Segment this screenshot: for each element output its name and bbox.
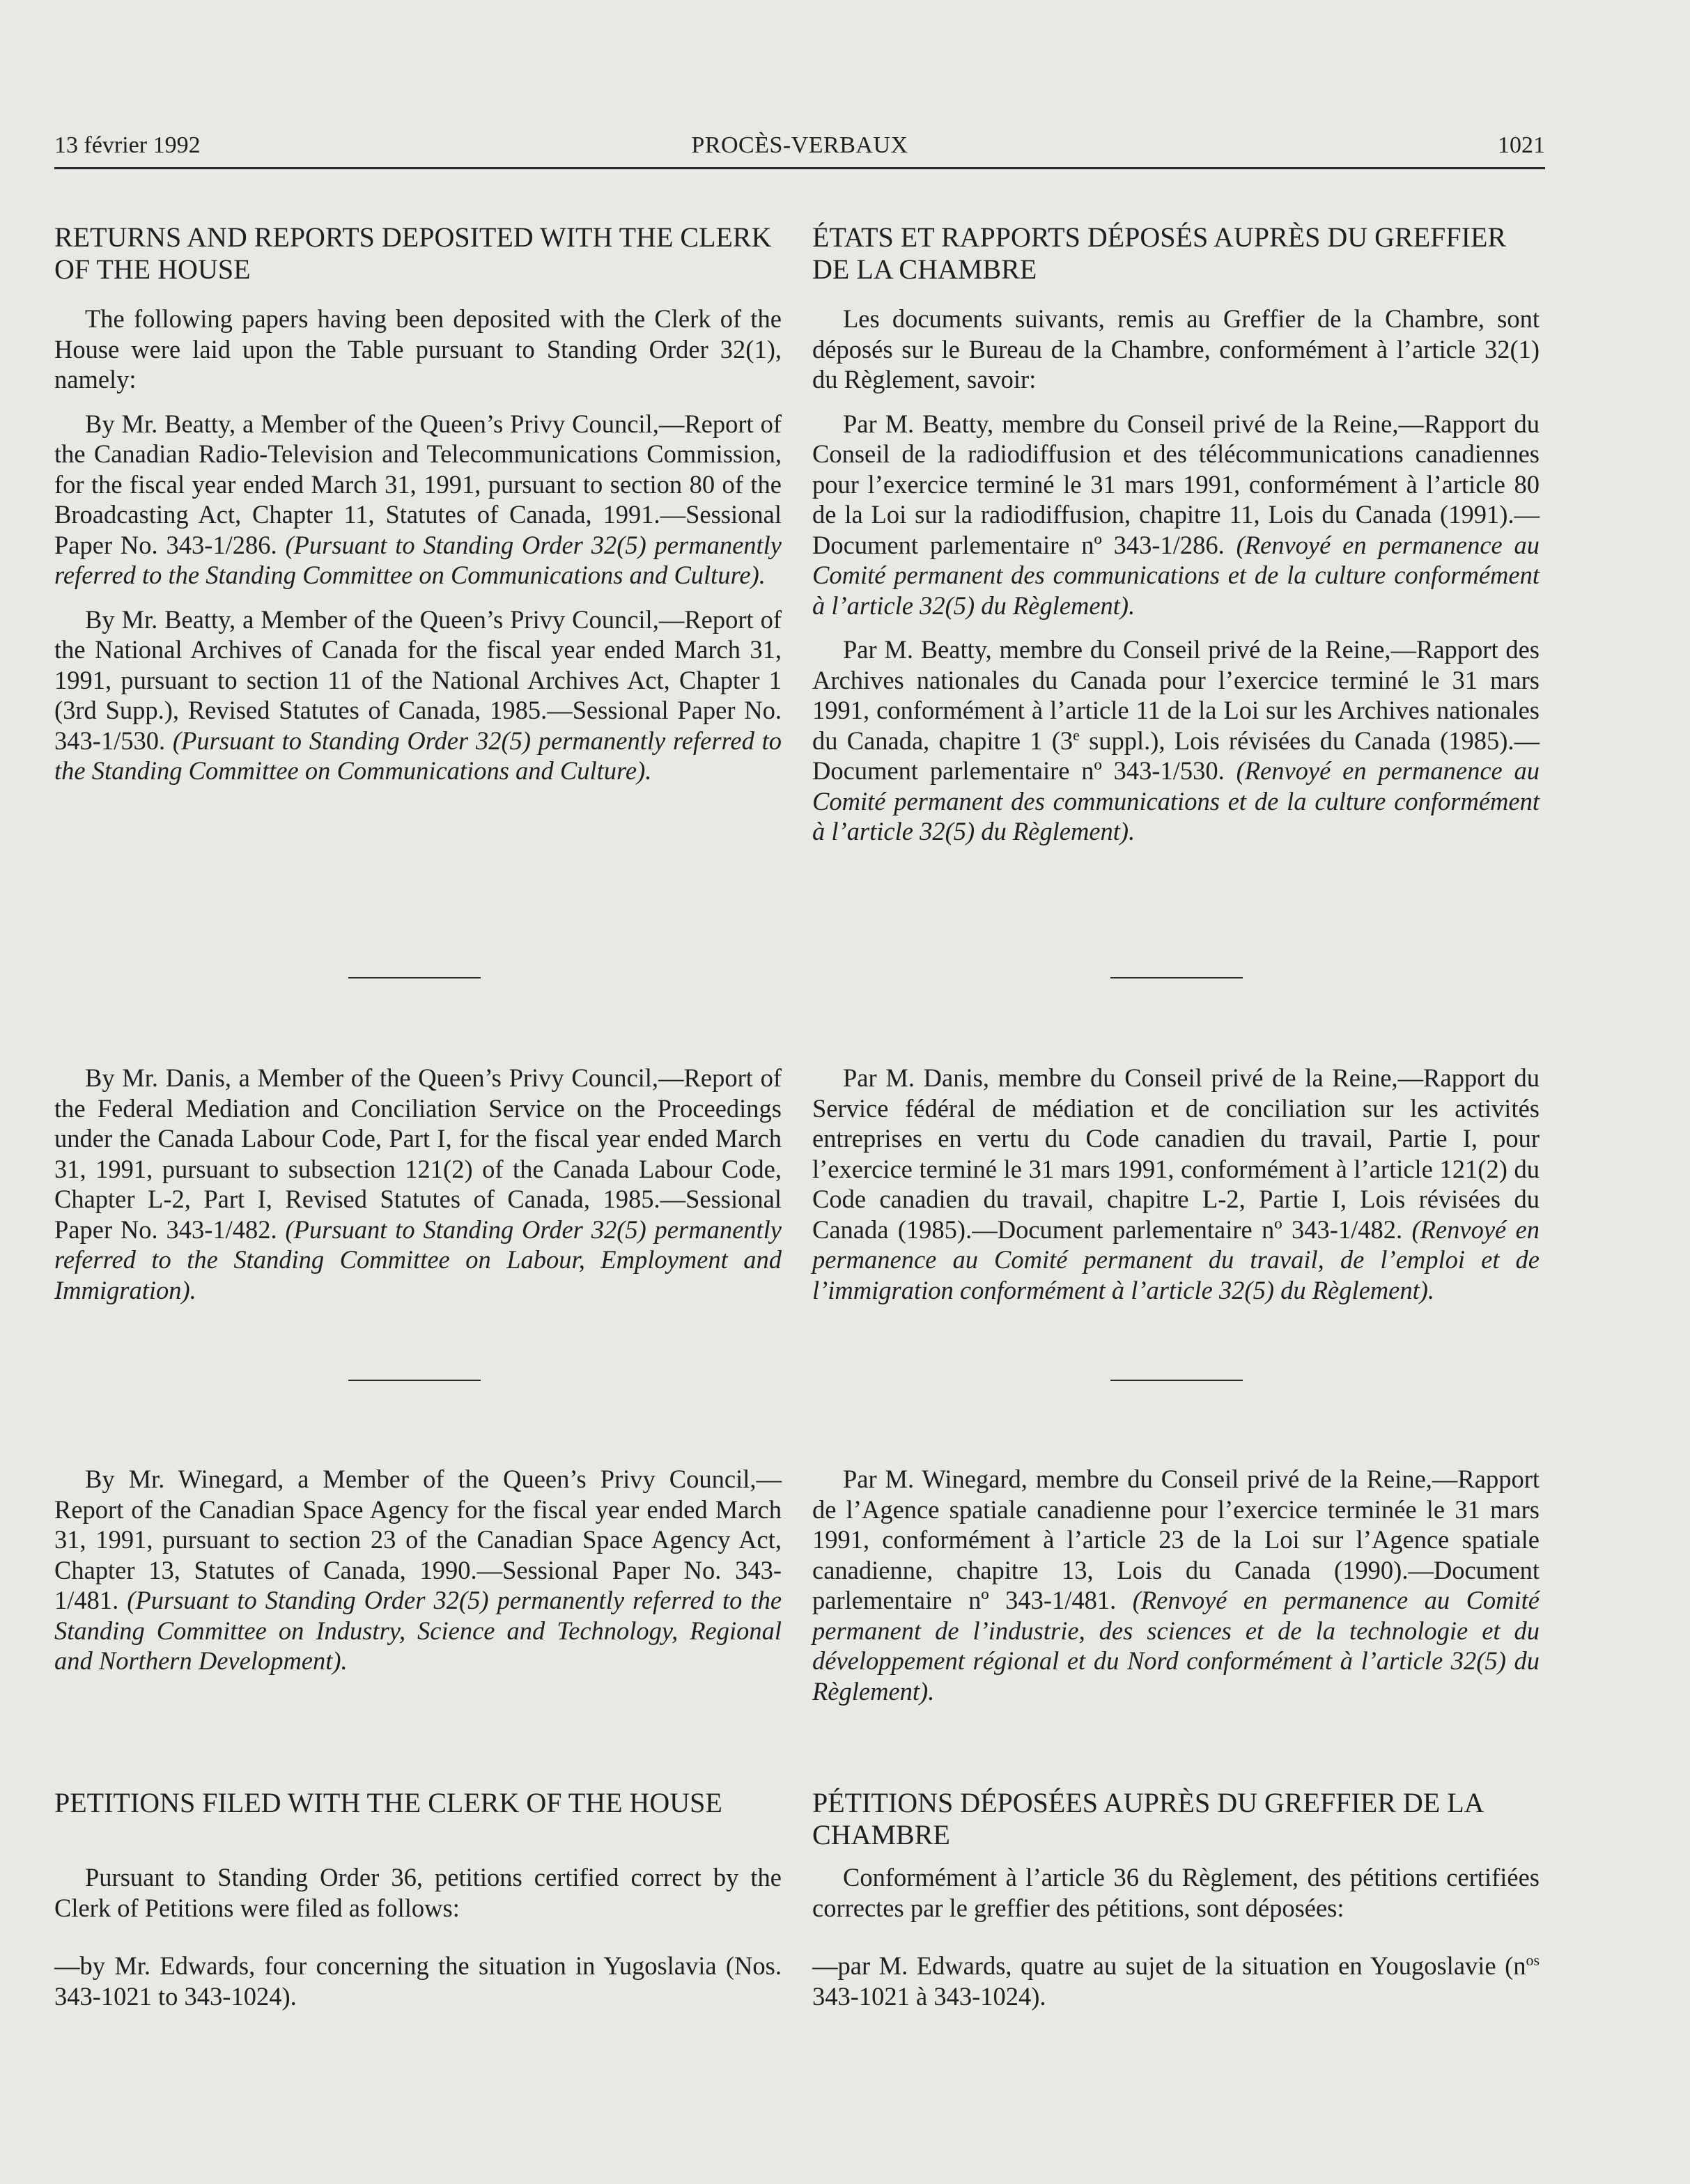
entry-3-fr-text: Par M. Danis, membre du Conseil privé de la Reine,—Rapport du Service fédéral de médiation et de conciliation sur les activités entreprises en vertu du Code canadien du travail, Partie I, pour l’exercice terminé le 31 mars 1991, conformément à l’article 121(2) du Code canadien du travail, chapitre L-2, Partie I, Lois révisées du Canada (1985).—Document parlementaire nº 343-1/482. bbox=[812, 1063, 1540, 1244]
separator-en-2 bbox=[348, 1380, 481, 1381]
header-date: 13 février 1992 bbox=[54, 132, 201, 158]
petitions-heading-fr: PÉTITIONS DÉPOSÉES AUPRÈS DU GREFFIER DE LA CHAMBRE bbox=[812, 1787, 1483, 1850]
petitions-fr-column bbox=[812, 1787, 1540, 2011]
returns-heading-en: RETURNS AND REPORTS DEPOSITED WITH THE CLERK OF THE HOUSE bbox=[54, 221, 772, 285]
page-header bbox=[54, 132, 1545, 167]
separator-en-1 bbox=[348, 977, 481, 978]
returns-en-column bbox=[54, 221, 782, 786]
entry-1-fr-ref: (Renvoyé en permanence au Comité permanent des communications et de la culture conformément à l’article 32(5) du Règlement). bbox=[812, 530, 1540, 620]
entry-2-en-text: By Mr. Beatty, a Member of the Queen’s Privy Council,—Report of the National Archives of Canada for the fiscal year ended March 31, 1991, pursuant to section 11 of the National Archives Act, Chapter 1 (3rd Supp.), Revised Statutes of Canada, 1985.—Sessional Paper No. 343-1/530. bbox=[54, 604, 782, 755]
entry-4-fr bbox=[812, 1464, 1540, 1706]
entry-2-fr bbox=[812, 634, 1540, 847]
entry-2-fr-text-b: suppl.), Lois révisées du Canada (1985).—Document parlementaire nº 343-1/530. bbox=[812, 726, 1540, 785]
returns-fr-column bbox=[812, 221, 1540, 847]
petition-item-en: —by Mr. Edwards, four concerning the situation in Yugoslavia (Nos. 343-1021 to 343-1024). bbox=[54, 1951, 782, 2011]
entry-2-en-ref: (Pursuant to Standing Order 32(5) permanently referred to the Standing Committee on Communications and Culture). bbox=[54, 726, 782, 785]
returns-heading-fr: ÉTATS ET RAPPORTS DÉPOSÉS AUPRÈS DU GREFFIER DE LA CHAMBRE bbox=[812, 221, 1507, 285]
entry-4-fr-text: Par M. Winegard, membre du Conseil privé de la Reine,—Rapport de l’Agence spatiale canadienne pour l’exercice terminée le 31 mars 1991, conformément à l’article 23 de la Loi sur l’Agence spatiale canadienne, chapitre 13, Lois du Canada (1990).—Document parlementaire nº 343-1/481. bbox=[812, 1465, 1540, 1614]
entry-3-fr bbox=[812, 1063, 1540, 1305]
entry-1-en bbox=[54, 409, 782, 591]
entry-4-en-text: By Mr. Winegard, a Member of the Queen’s Privy Council,—Report of the Canadian Space Agency for the fiscal year ended March 31, 1991, pursuant to section 23 of the Canadian Space Agency Act, Chapter 13, Statutes of Canada, 1990.—Sessional Paper No. 343-1/481. bbox=[54, 1465, 782, 1614]
returns-intro-fr: Les documents suivants, remis au Greffier de la Chambre, sont déposés sur le Bureau de la Chambre, conformément à l’article 32(1) du Règlement, savoir: bbox=[812, 304, 1540, 393]
entry-1-en-ref: (Pursuant to Standing Order 32(5) permanently referred to the Standing Committee on Communications and Culture). bbox=[54, 530, 782, 589]
entry-3-fr-column bbox=[812, 1063, 1540, 1305]
petition-item-fr-sup: os bbox=[1526, 1951, 1540, 1969]
entry-2-fr-text-a: Par M. Beatty, membre du Conseil privé de la Reine,—Rapport des Archives nationales du Canada pour l’exercice terminé le 31 mars 1991, conformément à l’article 11 de la Loi sur les Archives nationales du Canada, chapitre 1 (3 bbox=[812, 635, 1540, 755]
page-number: 1021 bbox=[1498, 132, 1545, 158]
entry-3-en bbox=[54, 1063, 782, 1305]
entry-3-en-ref: (Pursuant to Standing Order 32(5) permanently referred to the Standing Committee on Labour, Employment and Immigration). bbox=[54, 1215, 782, 1304]
header-rule bbox=[54, 167, 1545, 169]
entry-1-fr bbox=[812, 409, 1540, 621]
entry-1-en-text: By Mr. Beatty, a Member of the Queen’s Privy Council,—Report of the Canadian Radio-Television and Telecommunications Commission, for the fiscal year ended March 31, 1991, pursuant to section 80 of the Broadcasting Act, Chapter 11, Statutes of Canada, 1991.—Sessional Paper No. 343-1/286. bbox=[54, 409, 782, 559]
entry-4-en-column bbox=[54, 1464, 782, 1676]
petitions-intro-fr: Conformément à l’article 36 du Règlement, des pétitions certifiées correctes par le greffier des pétitions, sont déposées: bbox=[812, 1863, 1540, 1922]
petition-item-fr-text-b: 343-1021 à 343-1024). bbox=[812, 1981, 1046, 2011]
entry-2-fr-ref: (Renvoyé en permanence au Comité permanent des communications et de la culture conformément à l’article 32(5) du Règlement). bbox=[812, 756, 1540, 845]
entry-3-en-column bbox=[54, 1063, 782, 1305]
entry-3-en-text: By Mr. Danis, a Member of the Queen’s Privy Council,—Report of the Federal Mediation and Conciliation Service on the Proceedings under the Canada Labour Code, Part I, for the fiscal year ended March 31, 1991, pursuant to subsection 121(2) of the Canada Labour Code, Chapter L-2, Part I, Revised Statutes of Canada, 1985.—Sessional Paper No. 343-1/482. bbox=[54, 1063, 782, 1244]
petition-item-fr bbox=[812, 1951, 1540, 2011]
petitions-heading-en: PETITIONS FILED WITH THE CLERK OF THE HOUSE bbox=[54, 1787, 722, 1818]
returns-intro-en: The following papers having been deposited with the Clerk of the House were laid upon the Table pursuant to Standing Order 32(1), namely: bbox=[54, 304, 782, 393]
petition-item-fr-text-a: —par M. Edwards, quatre au sujet de la situation en Yougoslavie (n bbox=[812, 1951, 1526, 1980]
entry-2-fr-sup: e bbox=[1073, 726, 1080, 744]
separator-fr-1 bbox=[1110, 977, 1243, 978]
entry-4-fr-column bbox=[812, 1464, 1540, 1706]
entry-4-fr-ref: (Renvoyé en permanence au Comité permanent de l’industrie, des sciences et de la technologie et du développement régional et du Nord conformément à l’article 32(5) du Règlement). bbox=[812, 1586, 1540, 1706]
petitions-en-column bbox=[54, 1787, 782, 2011]
entry-4-en bbox=[54, 1464, 782, 1676]
header-title: PROCÈS-VERBAUX bbox=[691, 132, 908, 158]
petitions-intro-en: Pursuant to Standing Order 36, petitions certified correct by the Clerk of Petitions were filed as follows: bbox=[54, 1863, 782, 1922]
entry-2-en bbox=[54, 604, 782, 786]
separator-fr-2 bbox=[1110, 1380, 1243, 1381]
entry-3-fr-ref: (Renvoyé en permanence au Comité permanent du travail, de l’emploi et de l’immigration conformément à l’article 32(5) du Règlement). bbox=[812, 1215, 1540, 1304]
entry-4-en-ref: (Pursuant to Standing Order 32(5) permanently referred to the Standing Committee on Industry, Science and Technology, Regional and Northern Development). bbox=[54, 1586, 782, 1675]
entry-1-fr-text: Par M. Beatty, membre du Conseil privé de la Reine,—Rapport du Conseil de la radiodiffusion et des télécommunications canadiennes pour l’exercice terminé le 31 mars 1991, conformément à l’article 80 de la Loi sur la radiodiffusion, chapitre 11, Lois du Canada (1991).—Document parlementaire nº 343-1/286. bbox=[812, 409, 1540, 559]
